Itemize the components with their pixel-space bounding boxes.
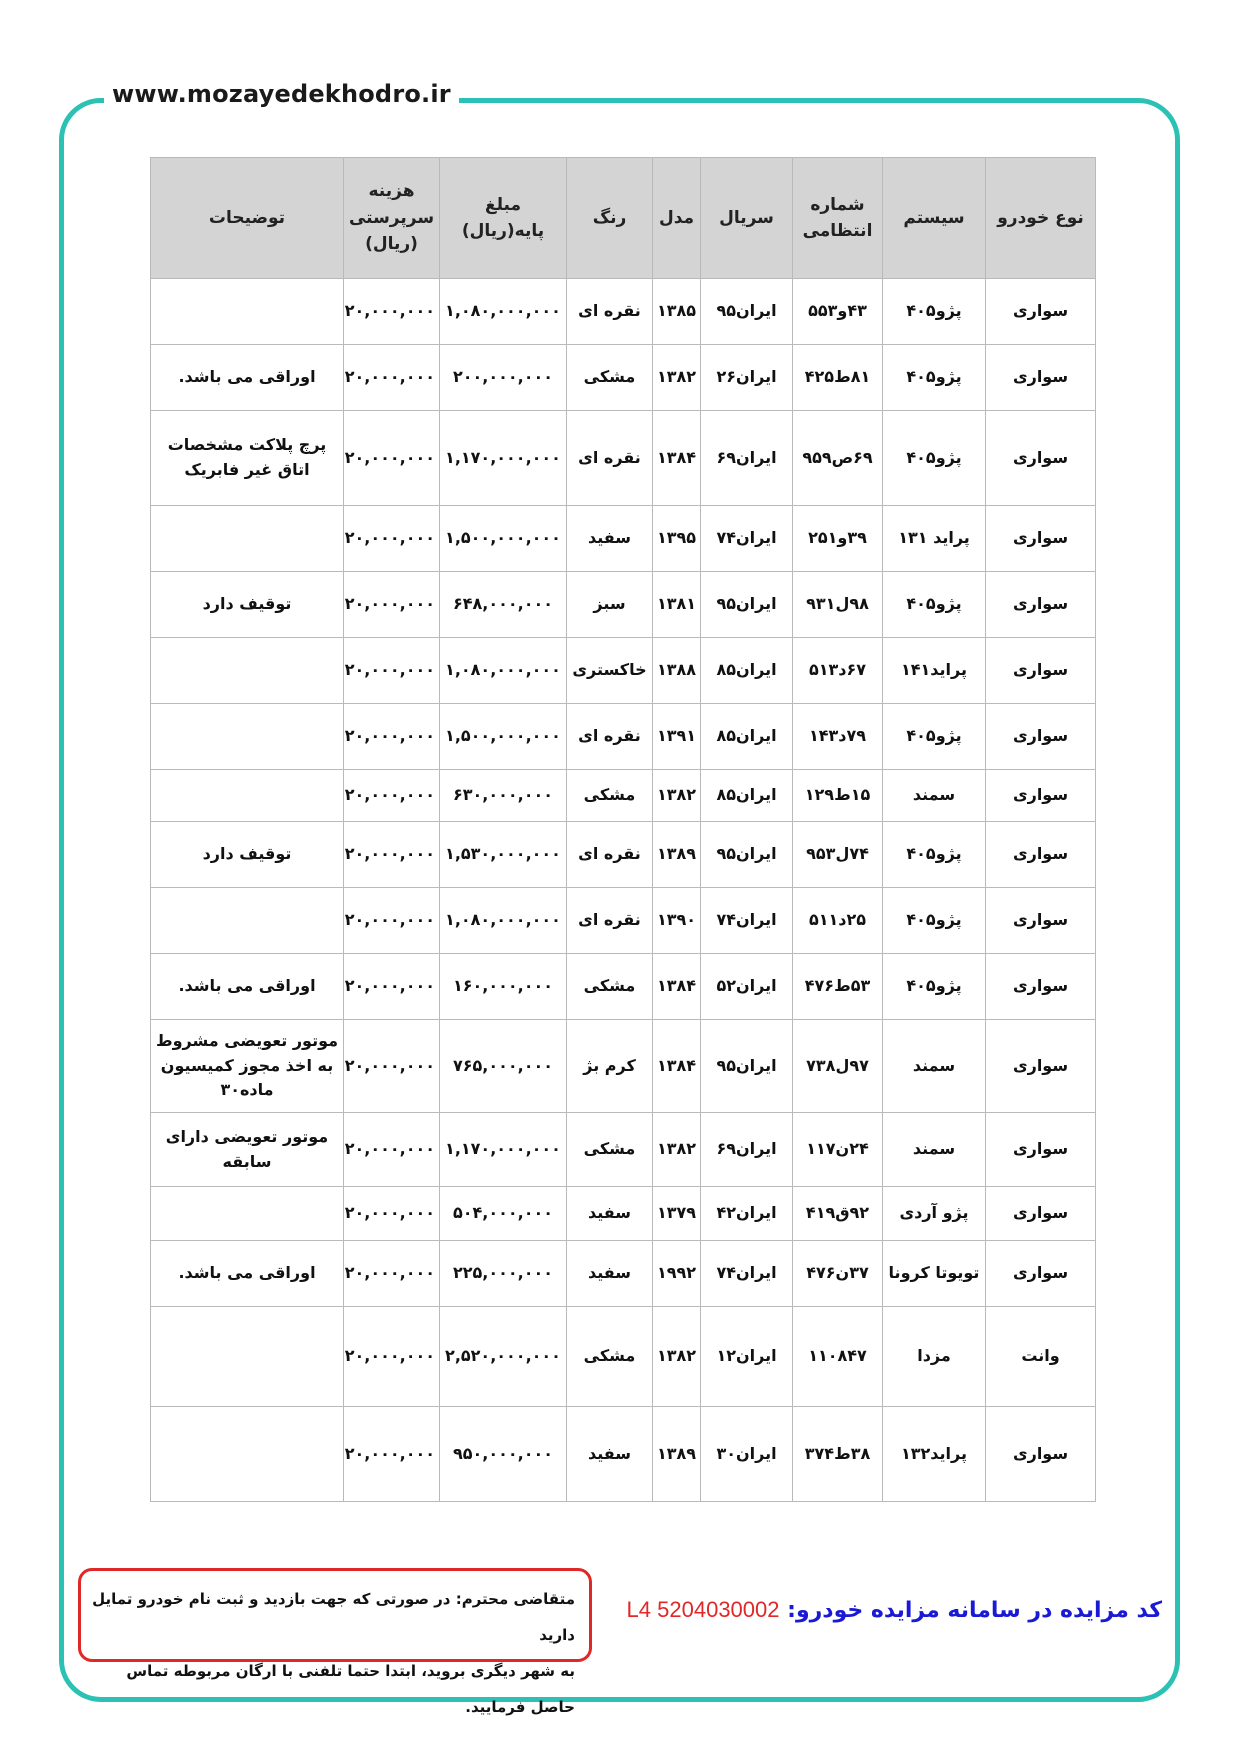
cell-desc — [151, 770, 344, 822]
cell-model: ۱۳۸۴ — [653, 411, 701, 506]
table-row — [151, 822, 1096, 888]
cell-serial: ایران۵۲ — [701, 954, 793, 1020]
cell-model: ۱۳۸۲ — [653, 345, 701, 411]
cell-color: مشکی — [567, 345, 653, 411]
cell-type: سواری — [986, 704, 1096, 770]
cell-system: پژو۴۰۵ — [883, 888, 986, 954]
cell-color: مشکی — [567, 770, 653, 822]
cell-parking-fee: ۲۰,۰۰۰,۰۰۰ — [344, 704, 440, 770]
cell-desc: اوراقی می باشد. — [151, 1241, 344, 1307]
cell-color: نقره ای — [567, 279, 653, 345]
table-row — [151, 345, 1096, 411]
table-row — [151, 279, 1096, 345]
cell-base-price: ۲,۵۲۰,۰۰۰,۰۰۰ — [440, 1307, 567, 1407]
cell-desc: موتور تعویضی دارای سابقه — [151, 1113, 344, 1187]
cell-parking-fee: ۲۰,۰۰۰,۰۰۰ — [344, 1307, 440, 1407]
cell-serial: ایران۷۴ — [701, 1241, 793, 1307]
cell-system: پژو۴۰۵ — [883, 954, 986, 1020]
header-system: سیستم — [883, 158, 986, 279]
cell-type: سواری — [986, 1187, 1096, 1241]
table-row — [151, 1407, 1096, 1502]
cell-serial: ایران۷۴ — [701, 506, 793, 572]
cell-base-price: ۱,۱۷۰,۰۰۰,۰۰۰ — [440, 411, 567, 506]
cell-type: سواری — [986, 638, 1096, 704]
cell-model: ۱۳۸۹ — [653, 822, 701, 888]
cell-base-price: ۱,۵۰۰,۰۰۰,۰۰۰ — [440, 506, 567, 572]
cell-color: مشکی — [567, 1307, 653, 1407]
cell-reg-no: ۴۳و۵۵۳ — [793, 279, 883, 345]
cell-serial: ایران۸۵ — [701, 638, 793, 704]
cell-desc: توقیف دارد — [151, 822, 344, 888]
cell-reg-no: ۶۷د۵۱۳ — [793, 638, 883, 704]
cell-desc — [151, 1187, 344, 1241]
cell-serial: ایران۶۹ — [701, 1113, 793, 1187]
table-row — [151, 1187, 1096, 1241]
cell-model: ۱۳۸۸ — [653, 638, 701, 704]
cell-model: ۱۳۸۴ — [653, 954, 701, 1020]
cell-serial: ایران۳۰ — [701, 1407, 793, 1502]
cell-base-price: ۵۰۴,۰۰۰,۰۰۰ — [440, 1187, 567, 1241]
cell-system: سمند — [883, 770, 986, 822]
table-row — [151, 1241, 1096, 1307]
cell-type: سواری — [986, 1407, 1096, 1502]
cell-reg-no: ۲۵د۵۱۱ — [793, 888, 883, 954]
cell-reg-no: ۸۱ط۴۲۵ — [793, 345, 883, 411]
cell-system: سمند — [883, 1113, 986, 1187]
cell-color: سفید — [567, 1407, 653, 1502]
cell-system: مزدا — [883, 1307, 986, 1407]
cell-parking-fee: ۲۰,۰۰۰,۰۰۰ — [344, 638, 440, 704]
table-header-row — [151, 158, 1096, 279]
header-type: نوع خودرو — [986, 158, 1096, 279]
cell-color: نقره ای — [567, 822, 653, 888]
notice-line-1: متقاضی محترم: در صورتی که جهت بازدید و ثبت نام خودرو تمایل دارید — [92, 1590, 575, 1644]
auction-table — [150, 157, 1096, 1502]
cell-parking-fee: ۲۰,۰۰۰,۰۰۰ — [344, 822, 440, 888]
cell-base-price: ۶۳۰,۰۰۰,۰۰۰ — [440, 770, 567, 822]
cell-base-price: ۱,۰۸۰,۰۰۰,۰۰۰ — [440, 279, 567, 345]
cell-type: سواری — [986, 888, 1096, 954]
cell-base-price: ۱,۰۸۰,۰۰۰,۰۰۰ — [440, 888, 567, 954]
notice-box — [78, 1568, 592, 1716]
cell-model: ۱۳۸۲ — [653, 1113, 701, 1187]
cell-base-price: ۷۶۵,۰۰۰,۰۰۰ — [440, 1020, 567, 1113]
cell-color: مشکی — [567, 1113, 653, 1187]
cell-type: سواری — [986, 822, 1096, 888]
header-desc: توضیحات — [151, 158, 344, 279]
cell-system: تویوتا کرونا — [883, 1241, 986, 1307]
cell-desc — [151, 704, 344, 770]
cell-reg-no: ۲۴ن۱۱۷ — [793, 1113, 883, 1187]
cell-type: سواری — [986, 345, 1096, 411]
cell-model: ۱۳۸۹ — [653, 1407, 701, 1502]
cell-system: پراید۱۴۱ — [883, 638, 986, 704]
cell-desc — [151, 1407, 344, 1502]
cell-reg-no: ۳۷ن۴۷۶ — [793, 1241, 883, 1307]
cell-desc — [151, 279, 344, 345]
cell-desc: پرچ پلاکت مشخصات اتاق غیر فابریک — [151, 411, 344, 506]
cell-desc — [151, 638, 344, 704]
cell-model: ۱۳۸۵ — [653, 279, 701, 345]
cell-reg-no: ۳۹و۲۵۱ — [793, 506, 883, 572]
cell-desc: موتور تعویضی مشروط به اخذ مجوز کمیسیون ماده۳۰ — [151, 1020, 344, 1113]
cell-model: ۱۳۸۲ — [653, 770, 701, 822]
cell-desc: اوراقی می باشد. — [151, 345, 344, 411]
cell-parking-fee: ۲۰,۰۰۰,۰۰۰ — [344, 411, 440, 506]
cell-parking-fee: ۲۰,۰۰۰,۰۰۰ — [344, 770, 440, 822]
table-row — [151, 506, 1096, 572]
cell-model: ۱۹۹۲ — [653, 1241, 701, 1307]
auction-code-value: 5204030002 L4 — [626, 1597, 780, 1622]
cell-serial: ایران۱۲ — [701, 1307, 793, 1407]
cell-type: وانت — [986, 1307, 1096, 1407]
header-parking-fee: هزینه سرپرستی (ریال) — [344, 158, 440, 279]
cell-color: کرم بژ — [567, 1020, 653, 1113]
site-url[interactable]: www.mozayedekhodro.ir — [104, 80, 459, 108]
cell-base-price: ۱,۵۰۰,۰۰۰,۰۰۰ — [440, 704, 567, 770]
header-model: مدل — [653, 158, 701, 279]
cell-base-price: ۱,۰۸۰,۰۰۰,۰۰۰ — [440, 638, 567, 704]
cell-model: ۱۳۹۵ — [653, 506, 701, 572]
table-row — [151, 1020, 1096, 1113]
cell-parking-fee: ۲۰,۰۰۰,۰۰۰ — [344, 1020, 440, 1113]
cell-reg-no: ۷۴ل۹۵۳ — [793, 822, 883, 888]
cell-system: پراید۱۳۲ — [883, 1407, 986, 1502]
cell-serial: ایران۹۵ — [701, 822, 793, 888]
cell-type: سواری — [986, 1020, 1096, 1113]
cell-model: ۱۳۹۰ — [653, 888, 701, 954]
cell-color: سفید — [567, 506, 653, 572]
cell-system: پژو آردی — [883, 1187, 986, 1241]
cell-desc — [151, 506, 344, 572]
header-base-price: مبلغ پایه(ریال) — [440, 158, 567, 279]
header-reg-no: شماره انتظامی — [793, 158, 883, 279]
table-row — [151, 638, 1096, 704]
cell-serial: ایران۴۲ — [701, 1187, 793, 1241]
cell-base-price: ۲۲۵,۰۰۰,۰۰۰ — [440, 1241, 567, 1307]
cell-serial: ایران۹۵ — [701, 572, 793, 638]
table-row — [151, 770, 1096, 822]
cell-type: سواری — [986, 1241, 1096, 1307]
auction-code-label: کد مزایده در سامانه مزایده خودرو: — [787, 1598, 1162, 1623]
cell-parking-fee: ۲۰,۰۰۰,۰۰۰ — [344, 279, 440, 345]
cell-parking-fee: ۲۰,۰۰۰,۰۰۰ — [344, 506, 440, 572]
header-color: رنگ — [567, 158, 653, 279]
cell-system: پژو۴۰۵ — [883, 345, 986, 411]
cell-base-price: ۱,۵۳۰,۰۰۰,۰۰۰ — [440, 822, 567, 888]
header-serial: سریال — [701, 158, 793, 279]
cell-type: سواری — [986, 770, 1096, 822]
cell-reg-no: ۳۸ط۳۷۴ — [793, 1407, 883, 1502]
cell-base-price: ۱۶۰,۰۰۰,۰۰۰ — [440, 954, 567, 1020]
auction-code — [627, 1597, 1162, 1623]
cell-base-price: ۹۵۰,۰۰۰,۰۰۰ — [440, 1407, 567, 1502]
cell-base-price: ۲۰۰,۰۰۰,۰۰۰ — [440, 345, 567, 411]
cell-reg-no: ۷۹د۱۴۳ — [793, 704, 883, 770]
cell-reg-no: ۹۷ل۷۳۸ — [793, 1020, 883, 1113]
cell-model: ۱۳۸۱ — [653, 572, 701, 638]
cell-parking-fee: ۲۰,۰۰۰,۰۰۰ — [344, 888, 440, 954]
cell-color: نقره ای — [567, 704, 653, 770]
cell-desc — [151, 1307, 344, 1407]
table-row — [151, 411, 1096, 506]
cell-reg-no: ۱۱۰۸۴۷ — [793, 1307, 883, 1407]
cell-system: پراید ۱۳۱ — [883, 506, 986, 572]
cell-reg-no: ۹۸ل۹۳۱ — [793, 572, 883, 638]
cell-reg-no: ۵۳ط۴۷۶ — [793, 954, 883, 1020]
table-row — [151, 888, 1096, 954]
cell-model: ۱۳۹۱ — [653, 704, 701, 770]
table-row — [151, 572, 1096, 638]
cell-parking-fee: ۲۰,۰۰۰,۰۰۰ — [344, 1241, 440, 1307]
notice-line-2: به شهر دیگری بروید، ابتدا حتما تلفنی با ارگان مربوطه تماس حاصل فرمایید. — [126, 1662, 575, 1716]
cell-base-price: ۱,۱۷۰,۰۰۰,۰۰۰ — [440, 1113, 567, 1187]
cell-parking-fee: ۲۰,۰۰۰,۰۰۰ — [344, 954, 440, 1020]
cell-serial: ایران۸۵ — [701, 770, 793, 822]
cell-color: سفید — [567, 1187, 653, 1241]
cell-reg-no: ۶۹ص۹۵۹ — [793, 411, 883, 506]
cell-desc — [151, 888, 344, 954]
cell-system: پژو۴۰۵ — [883, 822, 986, 888]
cell-color: سبز — [567, 572, 653, 638]
cell-desc: توقیف دارد — [151, 572, 344, 638]
cell-color: مشکی — [567, 954, 653, 1020]
cell-desc: اوراقی می باشد. — [151, 954, 344, 1020]
cell-parking-fee: ۲۰,۰۰۰,۰۰۰ — [344, 1407, 440, 1502]
cell-parking-fee: ۲۰,۰۰۰,۰۰۰ — [344, 1187, 440, 1241]
table-row — [151, 954, 1096, 1020]
cell-color: نقره ای — [567, 888, 653, 954]
cell-serial: ایران۹۵ — [701, 1020, 793, 1113]
cell-parking-fee: ۲۰,۰۰۰,۰۰۰ — [344, 345, 440, 411]
cell-color: سفید — [567, 1241, 653, 1307]
cell-serial: ایران۹۵ — [701, 279, 793, 345]
cell-type: سواری — [986, 506, 1096, 572]
cell-color: نقره ای — [567, 411, 653, 506]
cell-type: سواری — [986, 954, 1096, 1020]
cell-system: پژو۴۰۵ — [883, 704, 986, 770]
cell-type: سواری — [986, 572, 1096, 638]
cell-system: پژو۴۰۵ — [883, 411, 986, 506]
cell-system: سمند — [883, 1020, 986, 1113]
cell-system: پژو۴۰۵ — [883, 572, 986, 638]
cell-serial: ایران۶۹ — [701, 411, 793, 506]
cell-reg-no: ۹۲ق۴۱۹ — [793, 1187, 883, 1241]
cell-reg-no: ۱۵ط۱۲۹ — [793, 770, 883, 822]
cell-serial: ایران۷۴ — [701, 888, 793, 954]
cell-color: خاکستری — [567, 638, 653, 704]
cell-base-price: ۶۴۸,۰۰۰,۰۰۰ — [440, 572, 567, 638]
cell-model: ۱۳۸۲ — [653, 1307, 701, 1407]
cell-model: ۱۳۸۴ — [653, 1020, 701, 1113]
cell-parking-fee: ۲۰,۰۰۰,۰۰۰ — [344, 572, 440, 638]
cell-serial: ایران۲۶ — [701, 345, 793, 411]
cell-type: سواری — [986, 411, 1096, 506]
cell-type: سواری — [986, 279, 1096, 345]
table-row — [151, 704, 1096, 770]
cell-serial: ایران۸۵ — [701, 704, 793, 770]
cell-type: سواری — [986, 1113, 1096, 1187]
table-row — [151, 1307, 1096, 1407]
cell-system: پژو۴۰۵ — [883, 279, 986, 345]
table-row — [151, 1113, 1096, 1187]
cell-parking-fee: ۲۰,۰۰۰,۰۰۰ — [344, 1113, 440, 1187]
cell-model: ۱۳۷۹ — [653, 1187, 701, 1241]
